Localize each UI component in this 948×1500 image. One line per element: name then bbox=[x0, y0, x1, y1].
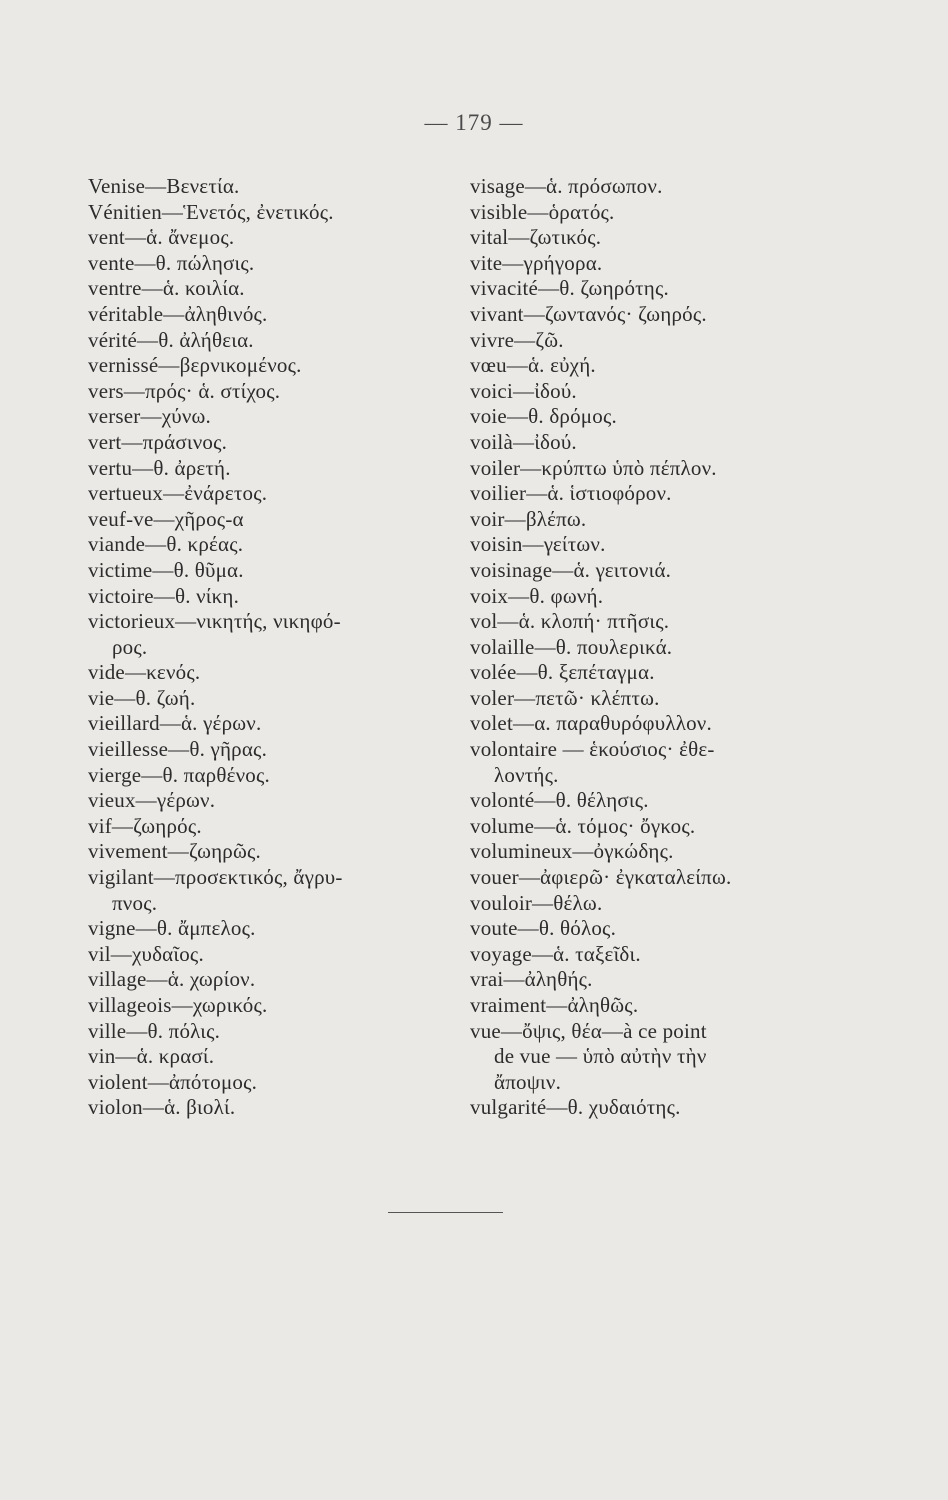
entry-text: vivacité—θ. ζωηρότης. bbox=[470, 276, 669, 301]
dictionary-entry bbox=[88, 584, 448, 610]
entry-continuation: de vue — ὑπὸ αὐτὴν τὴν bbox=[494, 1044, 707, 1069]
entry-text: vieux—γέρων. bbox=[88, 788, 216, 813]
dictionary-entry bbox=[470, 967, 840, 993]
entry-text: vrai—ἀληθής. bbox=[470, 967, 593, 992]
dictionary-entry bbox=[470, 302, 840, 328]
dictionary-entry bbox=[470, 788, 840, 814]
entry-text: vers—πρός· ἁ. στίχος. bbox=[88, 378, 281, 403]
dictionary-entry bbox=[88, 916, 448, 942]
entry-text: violon—ἁ. βιολί. bbox=[88, 1095, 236, 1120]
entry-continuation: ρος. bbox=[112, 634, 148, 659]
dictionary-entry bbox=[470, 660, 840, 686]
dictionary-entry bbox=[470, 404, 840, 430]
dictionary-entry bbox=[88, 302, 448, 328]
entry-text: vouer—ἀφιερῶ· ἐγκαταλείπω. bbox=[470, 865, 732, 890]
dictionary-entry bbox=[88, 609, 448, 660]
dictionary-entry bbox=[470, 1095, 840, 1121]
entry-text: volaille—θ. πουλερικά. bbox=[470, 634, 673, 659]
dictionary-entry bbox=[88, 763, 448, 789]
dictionary-entry bbox=[470, 353, 840, 379]
right-column bbox=[470, 174, 840, 1121]
entry-continuation: πνος. bbox=[112, 890, 158, 915]
entry-text: voici—ἰδού. bbox=[470, 378, 577, 403]
dictionary-entry bbox=[470, 891, 840, 917]
entry-text: vie—θ. ζωή. bbox=[88, 685, 196, 710]
entry-text: Venise—Βενετία. bbox=[88, 174, 240, 198]
entry-text: ville—θ. πόλις. bbox=[88, 1018, 221, 1043]
dictionary-entry bbox=[88, 993, 448, 1019]
entry-text: voisin—γείτων. bbox=[470, 532, 606, 557]
dictionary-entry bbox=[470, 225, 840, 251]
dictionary-entry bbox=[88, 404, 448, 430]
entry-text: voyage—ἁ. ταξεῖδι. bbox=[470, 941, 641, 966]
dictionary-entry bbox=[88, 456, 448, 482]
entry-continuation: ἄποψιν. bbox=[494, 1069, 562, 1094]
entry-text: vin—ἁ. κρασί. bbox=[88, 1044, 215, 1069]
entry-text: vent—ἁ. ἄνεμος. bbox=[88, 225, 235, 250]
entry-text: volontaire — ἑκούσιος· ἐθε- bbox=[470, 737, 715, 762]
dictionary-entry bbox=[470, 711, 840, 737]
entry-text: viande—θ. κρέας. bbox=[88, 532, 244, 557]
entry-text: victorieux—νικητής, νικηφό- bbox=[88, 609, 341, 634]
entry-text: vieillesse—θ. γῆρας. bbox=[88, 737, 268, 762]
dictionary-entry bbox=[88, 200, 448, 226]
entry-text: vertueux—ἐνάρετος. bbox=[88, 481, 268, 506]
entry-text: vente—θ. πώλησις. bbox=[88, 250, 255, 275]
entry-text: vivement—ζωηρῶς. bbox=[88, 839, 261, 864]
dictionary-entry bbox=[470, 942, 840, 968]
dictionary-entry bbox=[470, 839, 840, 865]
entry-text: victoire—θ. νίκη. bbox=[88, 583, 240, 608]
dictionary-entry bbox=[88, 481, 448, 507]
entry-text: véritable—ἀληθινός. bbox=[88, 301, 268, 326]
dictionary-entry bbox=[88, 1044, 448, 1070]
entry-text: vite—γρήγορα. bbox=[470, 250, 603, 275]
dictionary-entry bbox=[470, 1019, 840, 1096]
dictionary-entry bbox=[470, 737, 840, 788]
entry-text: verser—χύνω. bbox=[88, 404, 211, 429]
entry-text: vérité—θ. ἀλήθεια. bbox=[88, 327, 254, 352]
dictionary-entry bbox=[470, 328, 840, 354]
entry-text: vif—ζωηρός. bbox=[88, 813, 202, 838]
dictionary-entry bbox=[88, 251, 448, 277]
entry-text: vigne—θ. ἄμπελος. bbox=[88, 916, 256, 941]
dictionary-entry bbox=[470, 865, 840, 891]
entry-text: vierge—θ. παρθένος. bbox=[88, 762, 270, 787]
entry-text: volonté—θ. θέλησις. bbox=[470, 788, 649, 813]
dictionary-entry bbox=[88, 353, 448, 379]
entry-text: vert—πράσινος. bbox=[88, 429, 228, 454]
dictionary-entry bbox=[470, 584, 840, 610]
entry-text: vernissé—βερνικομένος. bbox=[88, 353, 302, 378]
entry-text: vil—χυδαῖος. bbox=[88, 941, 204, 966]
entry-text: village—ἁ. χωρίον. bbox=[88, 967, 256, 992]
page-number: — 179 — bbox=[424, 110, 524, 135]
entry-text: visible—ὁρατός. bbox=[470, 199, 615, 224]
entry-text: voix—θ. φωνή. bbox=[470, 583, 604, 608]
dictionary-entry bbox=[470, 814, 840, 840]
dictionary-entry bbox=[88, 430, 448, 456]
entry-text: volume—ἁ. τόμος· ὄγκος. bbox=[470, 813, 696, 838]
dictionary-entry bbox=[88, 839, 448, 865]
entry-text: voir—βλέπω. bbox=[470, 506, 587, 531]
dictionary-entry bbox=[470, 532, 840, 558]
entry-text: vital—ζωτικός. bbox=[470, 225, 602, 250]
dictionary-entry bbox=[88, 942, 448, 968]
entry-text: vraiment—ἀληθῶς. bbox=[470, 993, 639, 1017]
footer-rule bbox=[388, 1212, 503, 1213]
entry-text: vivant—ζωντανός· ζωηρός. bbox=[470, 301, 707, 326]
dictionary-entry bbox=[470, 609, 840, 635]
entry-text: vertu—θ. ἀρετή. bbox=[88, 455, 231, 480]
entry-text: volet—α. παραθυρόφυλλον. bbox=[470, 711, 712, 736]
dictionary-entry bbox=[88, 174, 448, 200]
entry-text: voute—θ. θόλος. bbox=[470, 916, 617, 941]
dictionary-entry bbox=[88, 1019, 448, 1045]
entry-text: vœu—ἁ. εὐχή. bbox=[470, 353, 596, 378]
dictionary-entry bbox=[470, 481, 840, 507]
dictionary-entry bbox=[88, 711, 448, 737]
dictionary-entry bbox=[88, 532, 448, 558]
entry-text: victime—θ. θῦμα. bbox=[88, 557, 244, 582]
entry-text: Vénitien—Ἑνετός, ἐνετικός. bbox=[88, 199, 334, 224]
dictionary-entry bbox=[88, 1070, 448, 1096]
dictionary-entry bbox=[88, 328, 448, 354]
entry-continuation: λοντής. bbox=[494, 762, 559, 787]
entry-text: vide—κενός. bbox=[88, 660, 201, 685]
entry-text: vivre—ζῶ. bbox=[470, 327, 564, 352]
entry-text: voiler—κρύπτω ὑπὸ πέπλον. bbox=[470, 455, 717, 480]
dictionary-entry bbox=[470, 174, 840, 200]
dictionary-entry bbox=[88, 276, 448, 302]
entry-text: vieillard—ἁ. γέρων. bbox=[88, 711, 262, 736]
dictionary-entry bbox=[470, 430, 840, 456]
entry-text: voilà—ἰδού. bbox=[470, 429, 577, 454]
dictionary-entry bbox=[470, 200, 840, 226]
dictionary-entry bbox=[470, 993, 840, 1019]
dictionary-entry bbox=[88, 686, 448, 712]
dictionary-entry bbox=[470, 686, 840, 712]
dictionary-entry bbox=[88, 788, 448, 814]
entry-text: visage—ἁ. πρόσωπον. bbox=[470, 174, 663, 198]
entry-text: voisinage—ἁ. γειτονιά. bbox=[470, 557, 672, 582]
dictionary-entry bbox=[470, 456, 840, 482]
entry-text: vouloir—θέλω. bbox=[470, 890, 603, 915]
dictionary-entry bbox=[470, 916, 840, 942]
dictionary-entry bbox=[88, 967, 448, 993]
entry-text: veuf-ve—χῆρος-α bbox=[88, 506, 244, 531]
dictionary-entry bbox=[470, 558, 840, 584]
dictionary-entry bbox=[470, 635, 840, 661]
dictionary-entry bbox=[88, 225, 448, 251]
entry-text: villageois—χωρικός. bbox=[88, 993, 268, 1017]
dictionary-entry bbox=[88, 865, 448, 916]
dictionary-entry bbox=[88, 379, 448, 405]
entry-text: violent—ἀπότομος. bbox=[88, 1069, 258, 1094]
entry-text: voler—πετῶ· κλέπτω. bbox=[470, 685, 660, 710]
left-column bbox=[88, 174, 448, 1121]
entry-text: volumineux—ὀγκώδης. bbox=[470, 839, 674, 864]
dictionary-entry bbox=[88, 737, 448, 763]
entry-text: vol—ἁ. κλοπή· πτῆσις. bbox=[470, 609, 670, 634]
entry-text: volée—θ. ξεπέταγμα. bbox=[470, 660, 655, 685]
dictionary-entry bbox=[470, 507, 840, 533]
dictionary-entry bbox=[88, 558, 448, 584]
dictionary-entry bbox=[88, 814, 448, 840]
entry-text: voie—θ. δρόμος. bbox=[470, 404, 617, 429]
entry-text: vigilant—προσεκτικός, ἄγρυ- bbox=[88, 865, 343, 890]
dictionary-entry bbox=[88, 507, 448, 533]
dictionary-entry bbox=[470, 379, 840, 405]
entry-text: ventre—ἁ. κοιλία. bbox=[88, 276, 245, 301]
dictionary-entry bbox=[470, 276, 840, 302]
dictionary-entry bbox=[88, 1095, 448, 1121]
entry-text: voilier—ἁ. ἱστιοφόρον. bbox=[470, 481, 672, 506]
dictionary-entry bbox=[470, 251, 840, 277]
entry-text: vulgarité—θ. χυδαιότης. bbox=[470, 1095, 681, 1120]
entry-text: vue—ὄψις, θέα—à ce point bbox=[470, 1018, 707, 1043]
dictionary-entry bbox=[88, 660, 448, 686]
